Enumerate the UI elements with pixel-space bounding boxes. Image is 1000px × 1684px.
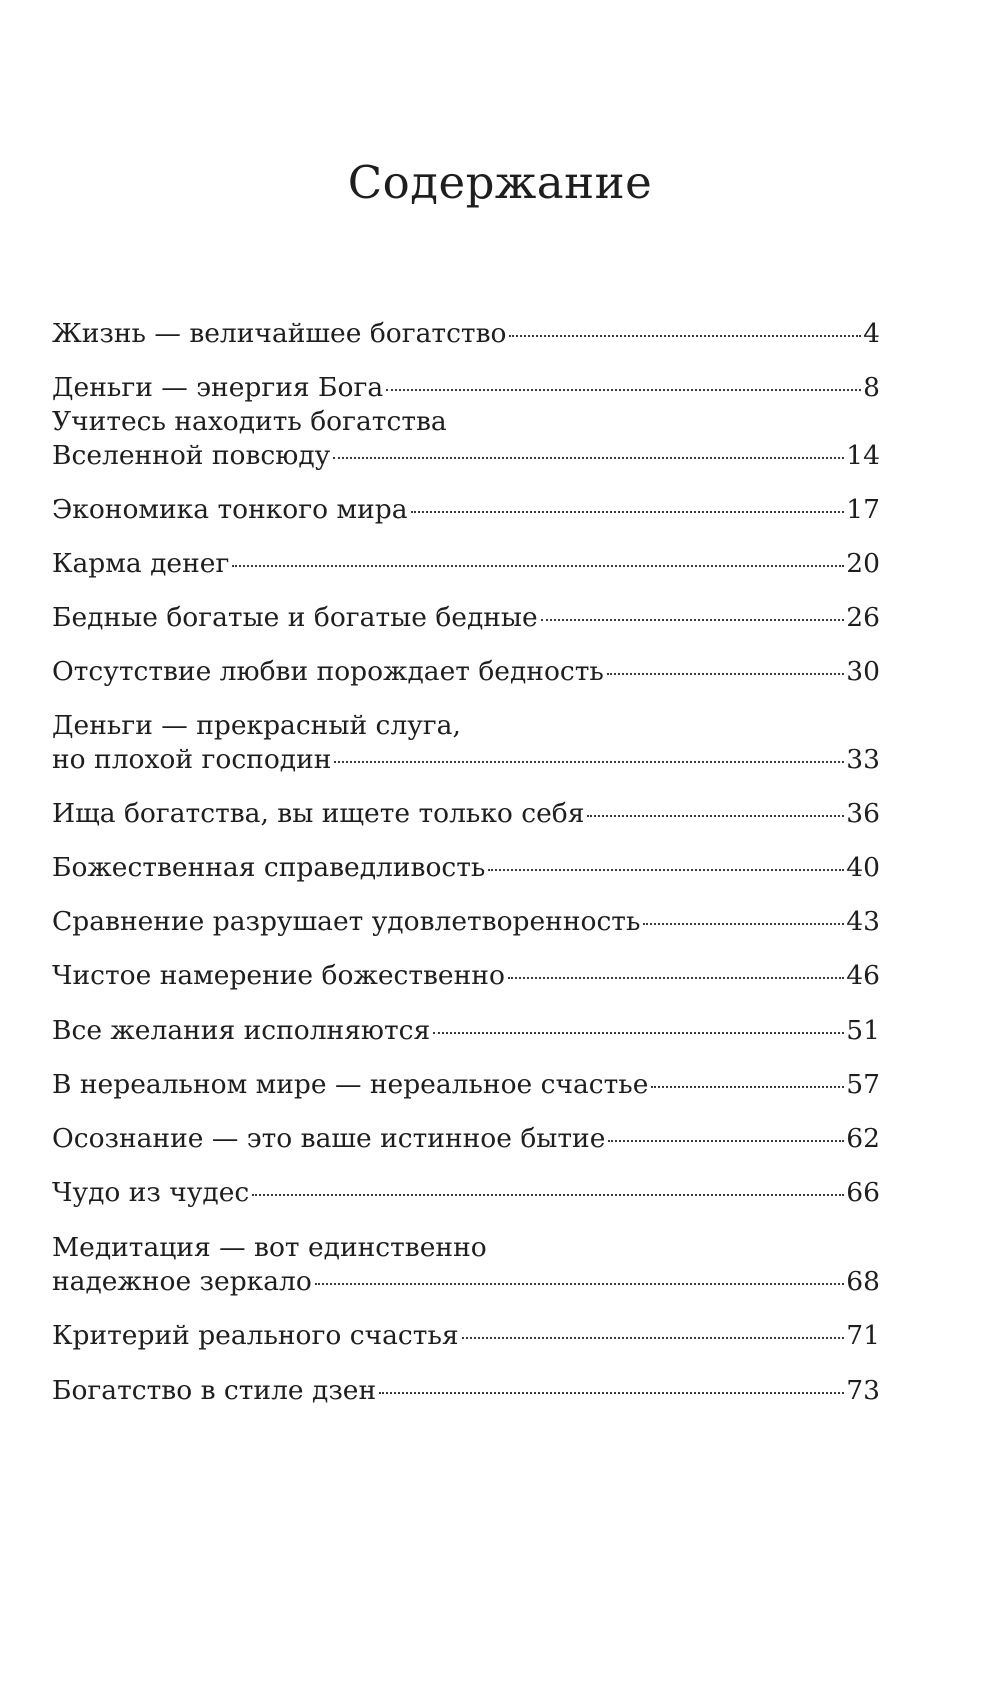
toc-page-number: 14 (846, 440, 880, 471)
toc-entry-title: Критерий реального счастья (52, 1320, 459, 1351)
toc-page-number: 51 (846, 1015, 880, 1046)
toc-entry-row (52, 851, 880, 885)
dot-leader (541, 619, 845, 621)
toc-entry (52, 1068, 880, 1102)
dot-leader (587, 815, 844, 817)
toc-entry-title-line: Деньги — прекрасный слуга, (52, 710, 461, 741)
toc-entry-row (52, 1374, 880, 1408)
toc-entry-row (52, 655, 880, 689)
toc-entry-title: Чудо из чудес (52, 1177, 250, 1208)
toc-entry-title-line: Медитация — вот единственно (52, 1232, 487, 1263)
toc-entry (52, 493, 880, 527)
toc-entry-row (52, 317, 880, 351)
toc-entry-row (52, 1176, 880, 1210)
dot-leader (252, 1194, 844, 1196)
toc-page-number: 40 (846, 852, 880, 883)
toc-page-number: 20 (846, 548, 880, 579)
toc-entry-row (52, 797, 880, 831)
dot-leader (379, 1392, 844, 1394)
toc-entry-title: Карма денег (52, 548, 230, 579)
toc-entry (52, 655, 880, 689)
toc-entry-row (52, 1122, 880, 1156)
toc-entry (52, 317, 880, 351)
toc-entry-title: В нереальном мире — нереальное счастье (52, 1069, 649, 1100)
toc-entry (52, 959, 880, 993)
toc-entry-row (52, 743, 880, 777)
toc-entry-row (52, 1319, 880, 1353)
toc-page-number: 8 (863, 372, 880, 403)
toc-entry (52, 709, 880, 777)
dot-leader (488, 869, 844, 871)
dot-leader (651, 1086, 844, 1088)
toc-entry-row (52, 959, 880, 993)
toc-entry (52, 547, 880, 581)
toc-entry (52, 1014, 880, 1048)
dot-leader (315, 1283, 844, 1285)
toc-entry (52, 851, 880, 885)
toc-entry-title: Богатство в стиле дзен (52, 1375, 377, 1406)
toc-page-number: 26 (846, 602, 880, 633)
toc-entry-title: но плохой господин (52, 744, 332, 775)
toc-entry-title: Деньги — энергия Бога (52, 372, 384, 403)
dot-leader (508, 977, 844, 979)
dot-leader (509, 335, 861, 337)
dot-leader (232, 565, 844, 567)
toc-entry-title: надежное зеркало (52, 1266, 312, 1297)
toc-page-number: 30 (846, 656, 880, 687)
toc-entry (52, 905, 880, 939)
dot-leader (462, 1337, 845, 1339)
toc-entry-title: Экономика тонкого мира (52, 494, 408, 525)
toc-entry (52, 601, 880, 635)
toc-page-number: 4 (863, 318, 880, 349)
toc-entry (52, 371, 880, 405)
dot-leader (333, 457, 844, 459)
toc-page-number: 43 (846, 906, 880, 937)
dot-leader (607, 673, 844, 675)
dot-leader (334, 761, 844, 763)
toc-entry-row (52, 547, 880, 581)
toc-entry-title: Жизнь — величайшее богатство (52, 318, 507, 349)
toc-page-number: 68 (846, 1266, 880, 1297)
page-title: Содержание (347, 156, 653, 209)
dot-leader (386, 389, 861, 391)
toc-entry (52, 1176, 880, 1210)
toc-entry (52, 1319, 880, 1353)
toc-page-number: 33 (846, 744, 880, 775)
toc-entry-title: Все желания исполняются (52, 1015, 431, 1046)
toc-entry-title-line: Учитесь находить богатства (52, 406, 447, 437)
toc-entry-row (52, 601, 880, 635)
toc-entry-row (52, 1068, 880, 1102)
toc-entry-title: Божественная справедливость (52, 852, 486, 883)
toc-page-number: 17 (846, 494, 880, 525)
toc-entry (52, 797, 880, 831)
toc-entry-row (52, 1014, 880, 1048)
toc-page-number: 71 (846, 1320, 880, 1351)
toc-page-number: 62 (846, 1123, 880, 1154)
toc-entry (52, 1231, 880, 1299)
toc-entry-title: Бедные богатые и богатые бедные (52, 602, 538, 633)
toc-page-number: 73 (846, 1375, 880, 1406)
toc-entry (52, 1122, 880, 1156)
toc-entry-title: Осознание — это ваше истинное бытие (52, 1123, 606, 1154)
toc-entry-row (52, 371, 880, 405)
toc-entry-title: Ища богатства, вы ищете только себя (52, 798, 585, 829)
toc-entry-title: Отсутствие любви порождает бедность (52, 656, 604, 687)
toc-entry-row (52, 1265, 880, 1299)
toc-entry-row (52, 493, 880, 527)
dot-leader (411, 511, 845, 513)
toc-entry (52, 1374, 880, 1408)
dot-leader (433, 1032, 844, 1034)
toc-entry-row (52, 439, 880, 473)
toc-entry-row (52, 905, 880, 939)
toc-page-number: 57 (846, 1069, 880, 1100)
toc-page-number: 36 (846, 798, 880, 829)
toc-entry-title: Сравнение разрушает удовлетворенность (52, 906, 641, 937)
toc-entry-title: Чистое намерение божественно (52, 960, 505, 991)
dot-leader (608, 1140, 844, 1142)
toc-page-number: 46 (846, 960, 880, 991)
dot-leader (643, 923, 844, 925)
toc-entry-title: Вселенной повсюду (52, 440, 331, 471)
toc-entry (52, 405, 880, 473)
toc-page-number: 66 (846, 1177, 880, 1208)
